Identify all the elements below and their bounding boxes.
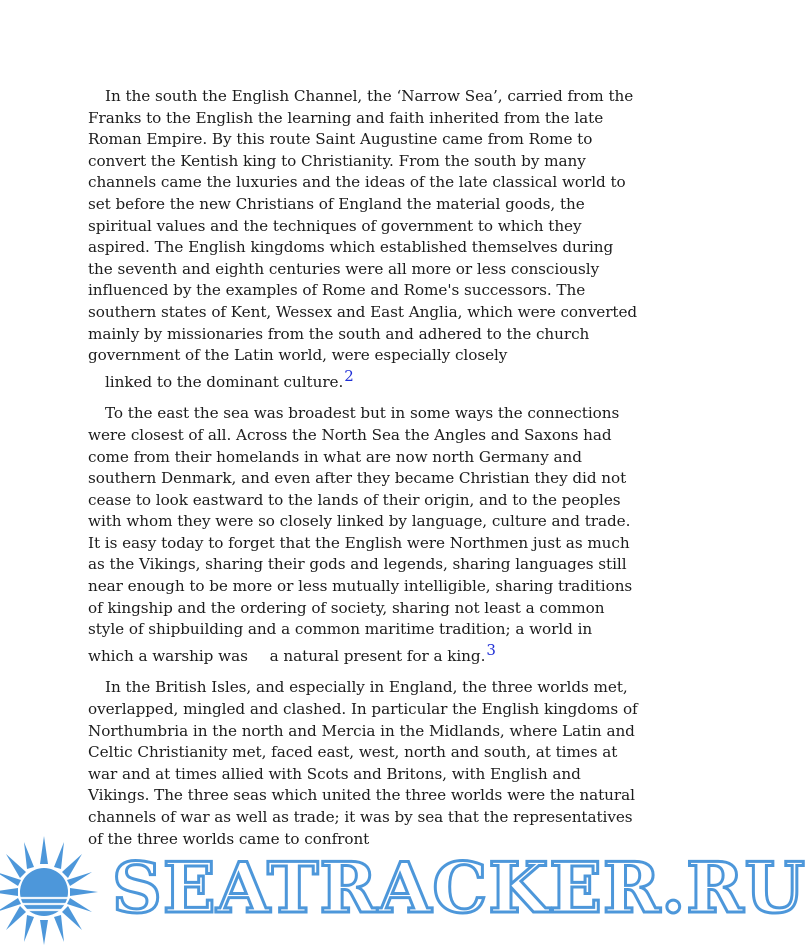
paragraph-1	[88, 86, 640, 393]
paragraph-1-text: In the south the English Channel, the ‘Narrow Sea’, carried from the Franks to the English the learning and faith inherited from the late Roman Empire. By this route Saint Augustine came from Rome to convert the Kentish king to Christianity. From the south by many channels came the luxuries and the ideas of the late classical world to set before the new Christians of England the material goods, the spiritual values and the techniques of government to which they aspired. The English kingdoms which established themselves during the seventh and eighth centuries were all more or less consciously influenced by the examples of Rome and Rome's successors. The southern states of Kent, Wessex and East Anglia, which were converted mainly by missionaries from the south and adhered to the church government of the Latin world, were especially closely	[88, 87, 638, 365]
book-page	[88, 86, 640, 860]
footnote-2-link[interactable]: 2	[344, 366, 354, 385]
watermark-text: SEATRACKER.RU	[112, 848, 806, 929]
paragraph-2-text: To the east the sea was broadest but in some ways the connections were closest of all. Across the North Sea the Angles and Saxons had come from their homelands in what are now north Germany and southern Denmark, and even after they became Christian they did not cease to look eastward to the lands of their origin, and to the peoples with whom they were so closely linked by language, culture and trade. It is easy today to forget that the English were Northmen just as much as the Vikings, sharing their gods and legends, sharing languages still near enough to be more or less mutually intelligible, sharing traditions of kingship and the ordering of society, sharing not least a common style of shipbuilding and a common maritime tradition; a world in which a warship was	[88, 404, 633, 665]
paragraph-2	[88, 403, 640, 667]
footnote-3-link[interactable]: 3	[486, 640, 496, 659]
paragraph-2-last-line: a natural present for a king.	[269, 646, 486, 665]
paragraph-1-last-line: linked to the dominant culture.	[105, 372, 344, 391]
paragraph-3-text: In the British Isles, and especially in England, the three worlds met, overlapped, mingled and clashed. In particular the English kingdoms of Northumbria in the north and Mercia in the Midlands, where Latin and Celtic Christianity met, faced east, west, north and south, at times at war and at times allied with Scots and Britons, with English and Vikings. The three seas which united the three worlds were the natural channels of war as well as trade; it was by sea that the representatives of the three worlds came to confront	[88, 678, 638, 848]
paragraph-3	[88, 677, 640, 850]
